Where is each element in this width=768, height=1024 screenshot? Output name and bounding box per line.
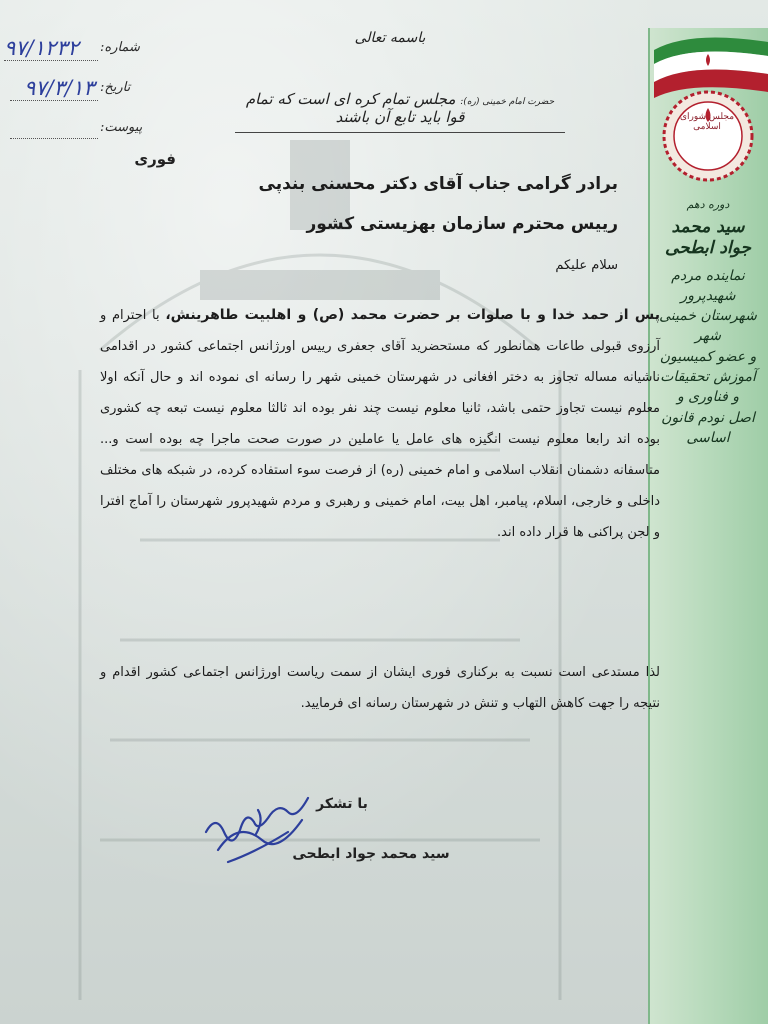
role-line: اصل نودم قانون اساسی (661, 409, 755, 446)
letter-date-value: ۹۷/۳/۱۳ (24, 76, 95, 100)
role-line: و فناوری و (676, 389, 740, 406)
motto-attribution: حضرت امام خمینی (ره): (460, 97, 555, 107)
letter-number-label: شماره: (100, 40, 140, 55)
urgency-label: فوری (134, 150, 176, 168)
parliament-term: دوره دهم (686, 198, 730, 211)
number-underline (4, 60, 98, 61)
attachment-label: پیوست: (100, 120, 143, 135)
greeting: سلام علیکم (555, 258, 618, 273)
parliament-watermark (0, 120, 650, 1024)
emblem-caption: مجلس شورای اسلامی (679, 112, 735, 133)
date-underline (10, 100, 98, 101)
letter-closing: لذا مستدعی است نسبت به برکناری فوری ایشان از سمت ریاست اورژانس اجتماعی کشور اقدام و نتیجه را جهت کاهش التهاب و تنش در شهرستان رسانه ای فرمایید. (100, 665, 660, 711)
salutation: برادر گرامی جناب آقای دکتر محسنی بندپی (258, 174, 618, 194)
signer-name: سید محمد جواد ابطحی (292, 846, 450, 862)
letter-body (100, 300, 660, 548)
role-line: آموزش تحقیقات (660, 368, 756, 385)
letter-date-label: تاریخ: (100, 80, 131, 95)
role-line: نماینده مردم شهیدپرور (671, 267, 745, 304)
member-info (656, 198, 760, 448)
member-role (656, 266, 760, 449)
member-name: سید محمد جواد ابطحی (664, 217, 752, 259)
closing-thanks: با تشکر (316, 796, 368, 812)
letterhead-motto (235, 90, 565, 133)
letter-lead: پس از حمد خدا و با صلوات بر حضرت محمد (ص) و اهلبیت طاهرینش، (165, 307, 660, 323)
bismillah: باسمه تعالی (354, 30, 426, 46)
motto-text: مجلس تمام کره ای است که تمام قوا باید تابع آن باشند (245, 90, 465, 126)
role-line: شهرستان خمینی شهر (659, 308, 757, 345)
role-line: و عضو کمیسیون (659, 348, 757, 365)
parliament-emblem-icon (660, 88, 756, 184)
letter-body-text: با احترام و آرزوی قبولی طاعات همانطور که مستحضرید آقای جعفری رییس اورژانس اجتماعی کشور در اقدامی ناشیانه مساله تجاوز به دختر افغانی در شهرستان خمینی شهر را رسانه ای نموده اند و حال آنکه اولا معلوم نیست تجاوز حتمی باشد، ثانیا معلوم نیست چند نفر بوده اند ثالثا معلوم نیست تبعه چه کشوری بوده اند رابعا معلوم نیست انگیزه های عامل یا عاملین در صورت صحت ماجرا چه بوده است و... متاسفانه دشمنان انقلاب اسلامی و امام خمینی (ره) از فرصت سوء استفاده کرده، در شبکه های مختلف داخلی و خارجی، اسلام، پیامبر، اهل بیت، امام خمینی و رهبری و مردم شهیدپرور شهرستان را آماج افترا و لجن پراکنی ها قرار داده اند. (100, 308, 660, 540)
recipient-title: رییس محترم سازمان بهزیستی کشور (306, 214, 618, 234)
letter-number-value: ۹۷/۱۲۳۲ (4, 36, 79, 60)
attachment-underline (10, 138, 98, 139)
